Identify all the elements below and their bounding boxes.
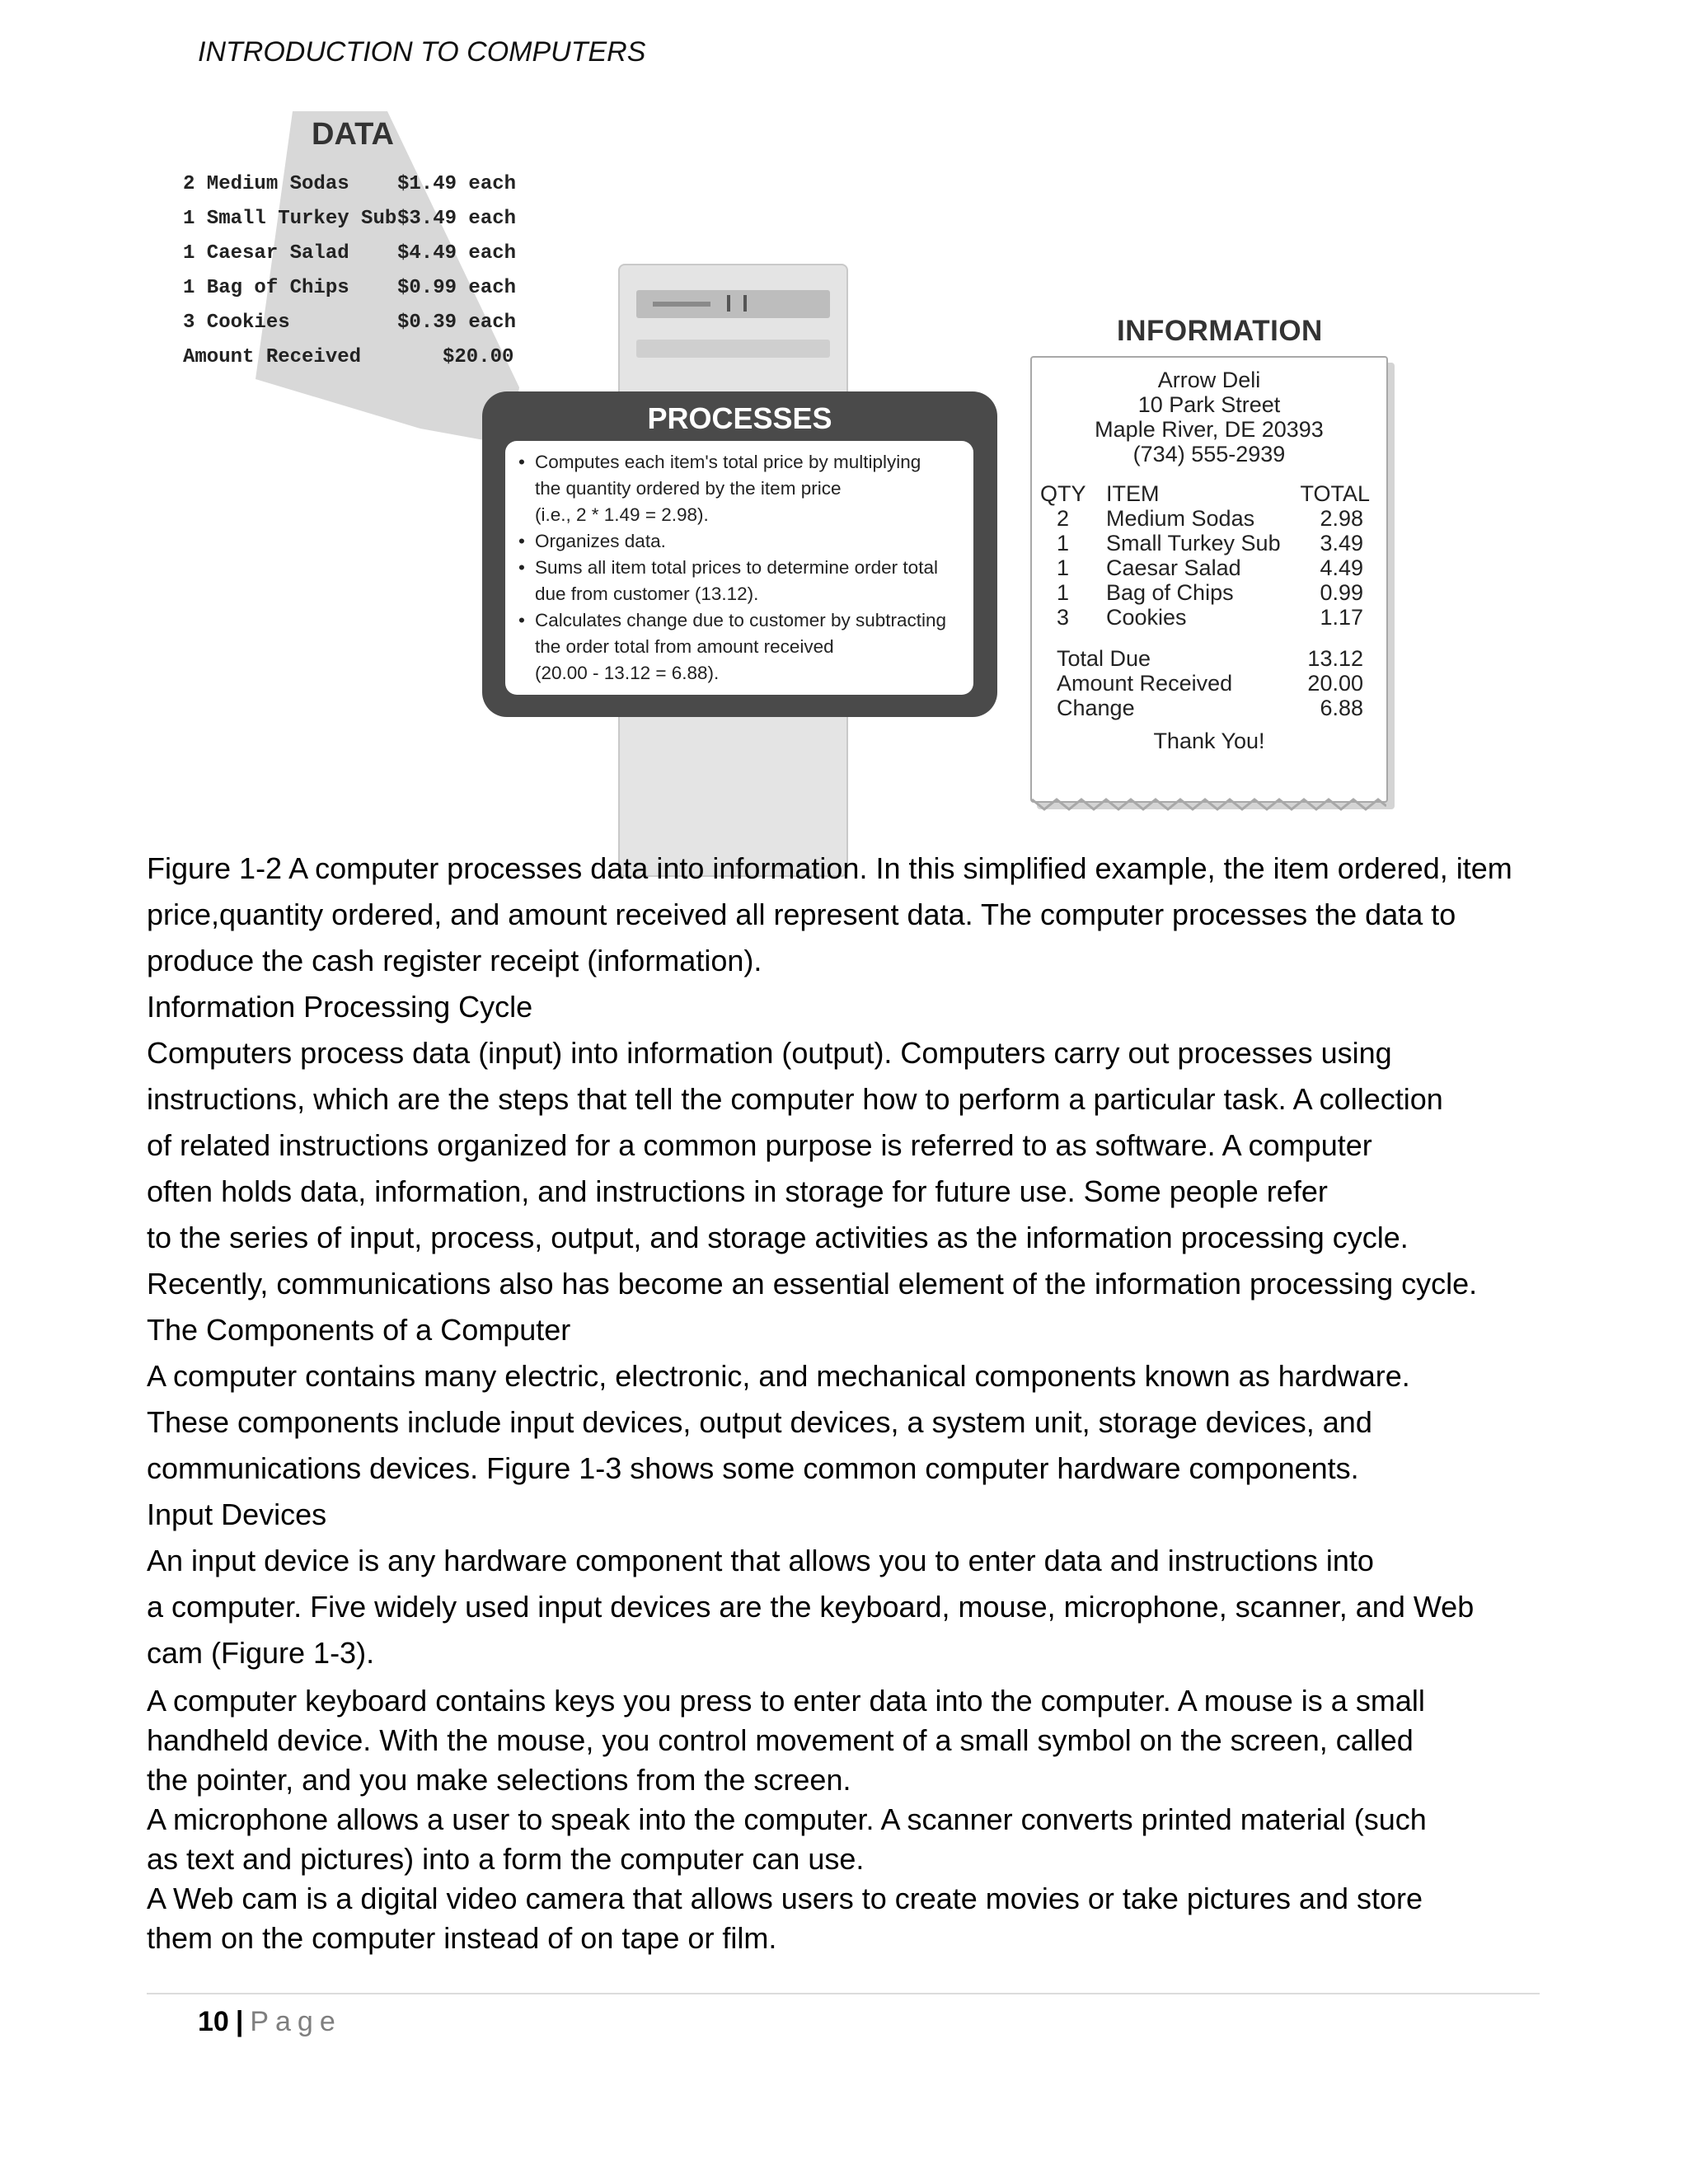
receipt-col-item: ITEM bbox=[1106, 481, 1160, 506]
paragraph-line: These components include input devices, output devices, a system unit, storage devices, and bbox=[147, 1405, 1372, 1439]
receipt-total: 0.99 bbox=[1320, 580, 1363, 605]
data-price: $4.49 each bbox=[397, 242, 517, 265]
data-price: $3.49 each bbox=[397, 208, 517, 230]
paragraph-line: A microphone allows a user to speak into the computer. A scanner converts printed material (such bbox=[147, 1802, 1427, 1836]
receipt-qty: 1 bbox=[1057, 580, 1070, 605]
receipt-item: Small Turkey Sub bbox=[1106, 531, 1281, 555]
receipt-change-label: Change bbox=[1057, 696, 1135, 720]
receipt-street: 10 Park Street bbox=[1137, 392, 1281, 417]
paragraph-line: of related instructions organized for a common purpose is referred to as software. A computer bbox=[147, 1128, 1372, 1162]
paragraph-line: to the series of input, process, output, and storage activities as the information processing cycle. bbox=[147, 1221, 1409, 1254]
receipt-amount-received-label: Amount Received bbox=[1057, 671, 1233, 696]
receipt-qty: 2 bbox=[1057, 506, 1070, 531]
paragraph-line: An input device is any hardware component that allows you to enter data and instructions into bbox=[147, 1544, 1374, 1577]
paragraph-line: instructions, which are the steps that tell the computer how to perform a particular task. A collection bbox=[147, 1082, 1443, 1116]
receipt-qty: 1 bbox=[1057, 555, 1070, 580]
processes-title: PROCESSES bbox=[647, 401, 832, 435]
paragraph-line: Computers process data (input) into information (output). Computers carry out processes using bbox=[147, 1036, 1392, 1070]
process-bullet bbox=[517, 607, 964, 687]
receipt-total: 4.49 bbox=[1320, 555, 1363, 580]
receipt-thanks: Thank You! bbox=[1153, 729, 1265, 753]
paragraph-line: as text and pictures) into a form the computer can use. bbox=[147, 1842, 865, 1876]
information-title: INFORMATION bbox=[1117, 315, 1323, 347]
running-header: INTRODUCTION TO COMPUTERS bbox=[198, 36, 646, 68]
data-row bbox=[183, 312, 579, 346]
paragraph-line: the pointer, and you make selections from the screen. bbox=[147, 1763, 851, 1797]
receipt-city: Maple River, DE 20393 bbox=[1095, 417, 1324, 442]
receipt-total: 2.98 bbox=[1320, 506, 1363, 531]
receipt-total-due: 13.12 bbox=[1307, 646, 1363, 671]
data-item: 3 Cookies bbox=[183, 312, 290, 334]
receipt-qty: 3 bbox=[1057, 605, 1070, 630]
receipt-phone: (734) 555-2939 bbox=[1132, 442, 1286, 466]
paragraph-line: them on the computer instead of on tape or film. bbox=[147, 1921, 777, 1955]
page-number: 10 bbox=[198, 2006, 229, 2037]
data-row-amount-received bbox=[183, 346, 579, 381]
footer-separator: | bbox=[235, 2006, 244, 2037]
drive-bay bbox=[636, 340, 830, 358]
process-text: Sums all item total prices to determine order total bbox=[535, 557, 938, 578]
receipt-change: 6.88 bbox=[1320, 696, 1363, 720]
heading-components-of-a-computer: The Components of a Computer bbox=[147, 1313, 571, 1347]
data-price: $0.99 each bbox=[397, 277, 517, 299]
paragraph-line: A computer keyboard contains keys you press to enter data into the computer. A mouse is a small bbox=[147, 1684, 1425, 1718]
paragraph-line: A Web cam is a digital video camera that allows users to create movies or take pictures and store bbox=[147, 1882, 1423, 1915]
receipt-col-qty: QTY bbox=[1040, 481, 1086, 506]
process-text: (20.00 - 13.12 = 6.88). bbox=[535, 663, 720, 683]
receipt-item: Bag of Chips bbox=[1106, 580, 1234, 605]
process-text: Calculates change due to customer by subtracting bbox=[535, 610, 947, 630]
page-footer bbox=[198, 2006, 342, 2038]
process-text: due from customer (13.12). bbox=[535, 583, 759, 604]
data-price: $0.39 each bbox=[397, 312, 517, 334]
receipt-col-total: TOTAL bbox=[1300, 481, 1370, 506]
data-row bbox=[183, 242, 579, 277]
process-text: Organizes data. bbox=[535, 531, 666, 551]
data-item: 2 Medium Sodas bbox=[183, 173, 349, 195]
process-text: the quantity ordered by the item price bbox=[535, 478, 842, 499]
paragraph-line: a computer. Five widely used input devices are the keyboard, mouse, microphone, scanner, and Web bbox=[147, 1590, 1475, 1624]
figure-caption-line: produce the cash register receipt (information). bbox=[147, 944, 762, 977]
receipt-item: Cookies bbox=[1106, 605, 1187, 630]
paragraph-line: cam (Figure 1-3). bbox=[147, 1636, 375, 1670]
paragraph-line: communications devices. Figure 1-3 shows some common computer hardware components. bbox=[147, 1451, 1359, 1485]
paragraph-line: handheld device. With the mouse, you control movement of a small symbol on the screen, called bbox=[147, 1723, 1414, 1757]
drive-slot bbox=[727, 295, 730, 312]
heading-input-devices: Input Devices bbox=[147, 1497, 327, 1531]
process-text: (i.e., 2 * 1.49 = 2.98). bbox=[535, 504, 709, 525]
paragraph-line: Recently, communications also has become an essential element of the information processing cycle. bbox=[147, 1267, 1478, 1301]
processes-panel bbox=[482, 391, 997, 717]
data-price: $20.00 bbox=[443, 346, 514, 368]
figure-1-2 bbox=[124, 99, 1459, 824]
data-item: 1 Small Turkey Sub bbox=[183, 208, 397, 230]
data-table bbox=[183, 173, 579, 381]
figure-caption-line: price,quantity ordered, and amount received all represent data. The computer processes the data to bbox=[147, 898, 1456, 931]
page-label: Page bbox=[250, 2006, 342, 2037]
receipt-item: Caesar Salad bbox=[1106, 555, 1241, 580]
drive-light bbox=[653, 302, 710, 307]
receipt bbox=[1030, 356, 1388, 803]
process-bullet bbox=[517, 449, 964, 528]
receipt-qty: 1 bbox=[1057, 531, 1070, 555]
process-text: Computes each item's total price by multiplying bbox=[535, 452, 921, 472]
receipt-total-due-label: Total Due bbox=[1057, 646, 1151, 671]
receipt-total: 1.17 bbox=[1320, 605, 1363, 630]
processes-body bbox=[505, 441, 973, 695]
receipt-item: Medium Sodas bbox=[1106, 506, 1255, 531]
receipt-amount-received: 20.00 bbox=[1307, 671, 1363, 696]
receipt-torn-edge bbox=[1032, 793, 1386, 813]
paragraph-line: often holds data, information, and instructions in storage for future use. Some people refer bbox=[147, 1174, 1328, 1208]
data-row bbox=[183, 173, 579, 208]
paragraph-line: A computer contains many electric, electronic, and mechanical components known as hardware. bbox=[147, 1359, 1410, 1393]
data-title: DATA bbox=[312, 117, 394, 152]
receipt-store: Arrow Deli bbox=[1157, 368, 1261, 392]
process-bullet bbox=[517, 528, 964, 555]
data-row bbox=[183, 277, 579, 312]
figure-caption-line: Figure 1-2 A computer processes data into information. In this simplified example, the item ordered, item bbox=[147, 851, 1512, 885]
footer-divider bbox=[147, 1993, 1540, 1994]
data-item: Amount Received bbox=[183, 346, 362, 368]
process-bullet bbox=[517, 555, 964, 607]
data-item: 1 Bag of Chips bbox=[183, 277, 349, 299]
process-text: the order total from amount received bbox=[535, 636, 834, 657]
drive-slot bbox=[743, 295, 747, 312]
data-row bbox=[183, 208, 579, 242]
receipt-total: 3.49 bbox=[1320, 531, 1363, 555]
data-price: $1.49 each bbox=[397, 173, 517, 195]
data-item: 1 Caesar Salad bbox=[183, 242, 349, 265]
heading-information-processing-cycle: Information Processing Cycle bbox=[147, 990, 533, 1024]
